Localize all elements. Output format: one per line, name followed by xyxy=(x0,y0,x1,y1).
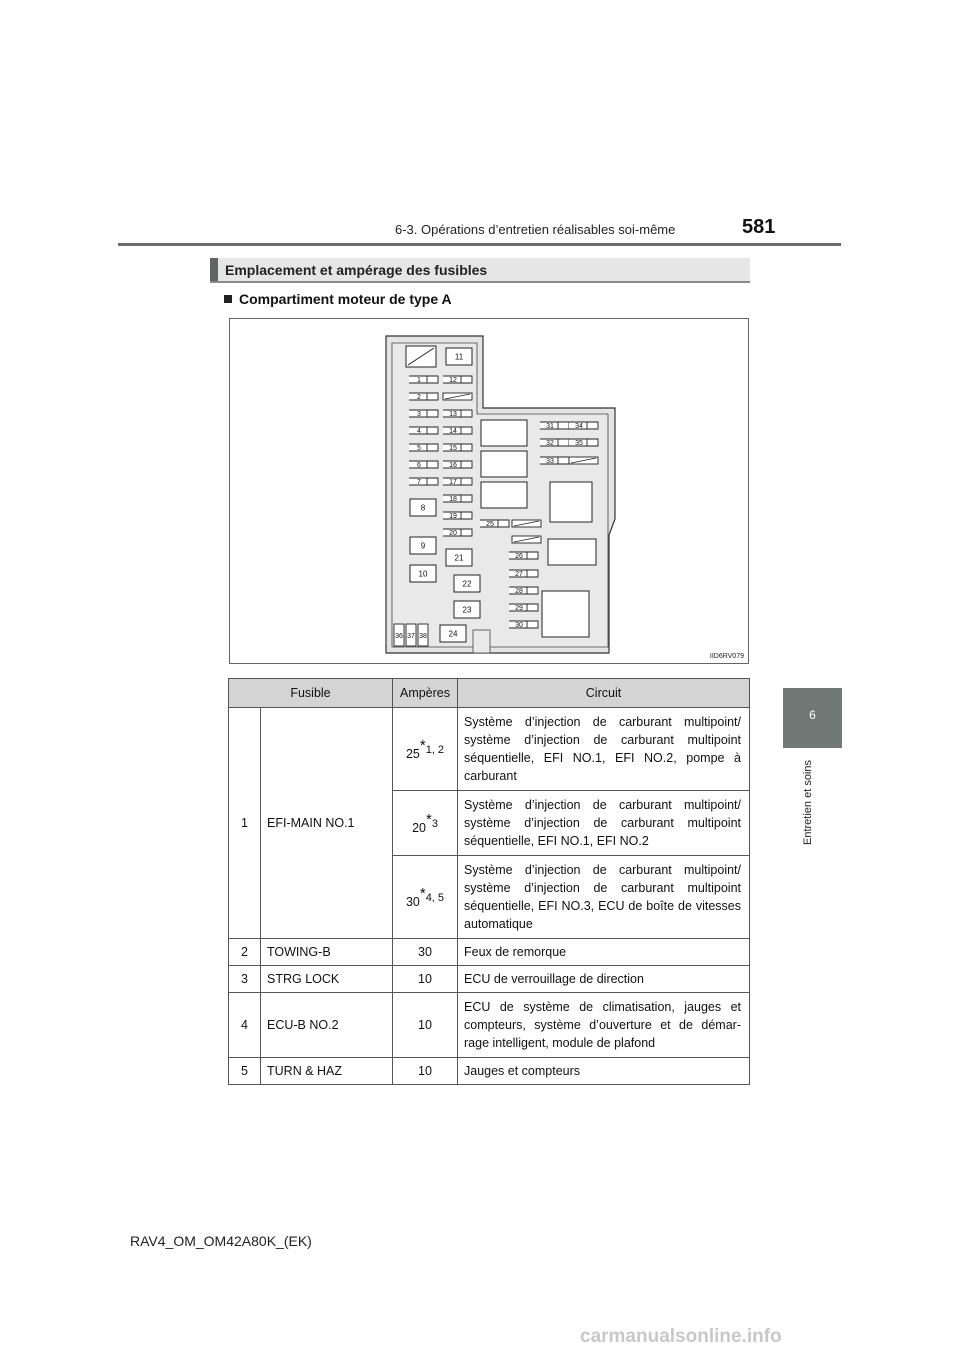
fuse-label: 24 xyxy=(448,629,458,639)
section-title: Emplacement et ampérage des fusibles xyxy=(225,262,488,278)
fuse-label: 5 xyxy=(417,445,421,452)
fuse-label: 31 xyxy=(546,423,554,430)
footnote-ref: 1, 2 xyxy=(425,743,445,756)
table-row xyxy=(229,708,750,791)
fuse-30 xyxy=(509,621,538,629)
fuse-amps: 30 xyxy=(393,939,458,966)
table-row xyxy=(229,1058,750,1085)
fuse-label: 13 xyxy=(449,411,457,418)
amp-value: 20 xyxy=(412,821,426,836)
fuse-9 xyxy=(410,537,436,554)
fuse-circuit: ECU de verrouillage de direction xyxy=(458,966,750,993)
fuse-circuit: Système d’injection de carburant multipoint/ système d’injection de carburant multipoint séquentielle, EFI NO.3, ECU de boîte de vitesses automatique xyxy=(458,856,750,939)
fuse-label: 2 xyxy=(417,394,421,401)
fuse-27 xyxy=(509,570,538,578)
fuse-label: 32 xyxy=(546,440,554,447)
fuse-label: 6 xyxy=(417,462,421,469)
fuse-4 xyxy=(409,427,438,435)
fuse-label: 34 xyxy=(575,423,583,430)
fuse-box-diagram xyxy=(230,319,748,663)
fuse-table xyxy=(228,678,750,1085)
fuse-label: 8 xyxy=(420,503,426,513)
relay-block-2 xyxy=(481,451,527,477)
fuse-10 xyxy=(410,565,436,582)
fuse-label: 23 xyxy=(462,605,472,615)
header-rule xyxy=(118,243,841,246)
fuse-6 xyxy=(409,461,438,469)
fuse-name: EFI-MAIN NO.1 xyxy=(261,708,393,939)
fuse-label: 17 xyxy=(449,479,457,486)
fuse-18 xyxy=(443,495,472,503)
fuse-label: 37 xyxy=(407,633,415,640)
fuse-34 xyxy=(569,422,598,430)
section-title-bar xyxy=(210,258,750,283)
fuse-21 xyxy=(446,549,472,566)
fuse-8 xyxy=(410,499,436,516)
fuse-name: ECU-B NO.2 xyxy=(261,993,393,1058)
fuse-label: 15 xyxy=(449,445,457,452)
fuse-37 xyxy=(406,624,416,646)
relay-block-1 xyxy=(481,420,527,446)
table-row xyxy=(229,993,750,1058)
fuse-circuit: Système d’injection de carburant multipoint/ système d’injection de carburant multipoint séquentielle, EFI NO.1, EFI NO.2 xyxy=(458,791,750,856)
fuse-5 xyxy=(409,444,438,452)
fuse-15 xyxy=(443,444,472,452)
fuse-label: 26 xyxy=(515,553,523,560)
fuse-label: 28 xyxy=(515,588,523,595)
fuse-label: 27 xyxy=(515,571,523,578)
fuse-12 xyxy=(443,376,472,384)
fuse-circuit: Feux de remorque xyxy=(458,939,750,966)
fuse-amps: 10 xyxy=(393,966,458,993)
fuse-17 xyxy=(443,478,472,486)
fuse-label: 33 xyxy=(546,458,554,465)
fuse-amps: 10 xyxy=(393,993,458,1058)
fuse-label: 35 xyxy=(575,440,583,447)
footnote-ref: 4, 5 xyxy=(425,891,445,904)
fuse-label: 36 xyxy=(395,633,403,640)
fuse-label: 21 xyxy=(454,553,464,563)
fuse-25 xyxy=(480,520,509,528)
table-row xyxy=(229,939,750,966)
page-number: 581 xyxy=(742,216,776,238)
fuse-38 xyxy=(418,624,428,646)
fuse-16 xyxy=(443,461,472,469)
footnote-star: * xyxy=(419,884,426,902)
fuse-33 xyxy=(540,457,569,465)
fuse-circuit: Système d’injection de carburant multipoint/ système d’injection de carburant multipoint séquentielle, EFI NO.1, EFI NO.2, pompe à carburant xyxy=(458,708,750,791)
section-title-accent xyxy=(210,258,218,281)
fuse-28 xyxy=(509,587,538,595)
fuse-label: 29 xyxy=(515,605,523,612)
fuse-circuit: ECU de système de climatisation, jauges et compteurs, système d’ouverture et de démar-rage intelligent, module de plafond xyxy=(458,993,750,1058)
fuse-label: 38 xyxy=(419,633,427,640)
fuse-label: 11 xyxy=(454,352,464,362)
fuse-number: 3 xyxy=(229,966,261,993)
relay-block-4 xyxy=(550,482,592,522)
header-amps: Ampères xyxy=(393,679,458,708)
fuse-label: 18 xyxy=(449,496,457,503)
fuse-amps xyxy=(393,708,458,791)
fuse-number: 4 xyxy=(229,993,261,1058)
fuse-13 xyxy=(443,410,472,418)
fuse-label: 3 xyxy=(417,411,421,418)
chapter-label-text: Entretien et soins xyxy=(802,760,814,845)
fuse-label: 16 xyxy=(449,462,457,469)
fuse-label: 9 xyxy=(420,541,426,551)
amp-value: 30 xyxy=(405,895,420,910)
relay-block-5 xyxy=(548,539,596,565)
fuse-1 xyxy=(409,376,438,384)
watermark: carmanualsonline.info xyxy=(580,1326,782,1347)
fuse-label: 7 xyxy=(417,479,421,486)
running-header-section: 6-3. Opérations d’entretien réalisables soi-même xyxy=(395,222,676,237)
relay-block-6 xyxy=(542,591,589,637)
fuse-label: 10 xyxy=(418,569,428,579)
fuse-29 xyxy=(509,604,538,612)
header-circuit: Circuit xyxy=(458,679,750,708)
fuse-name: STRG LOCK xyxy=(261,966,393,993)
chapter-label xyxy=(800,760,820,870)
fuse-label: 25 xyxy=(486,521,494,528)
fuse-36 xyxy=(394,624,404,646)
fuse-label: 19 xyxy=(449,513,457,520)
fuse-11 xyxy=(446,348,472,365)
fuse-7 xyxy=(409,478,438,486)
fuse-amps xyxy=(393,856,458,939)
fuse-14 xyxy=(443,427,472,435)
fuse-box-notch xyxy=(473,630,490,653)
relay-block-3 xyxy=(481,482,527,508)
footnote-ref: 3 xyxy=(431,817,438,830)
fuse-number: 5 xyxy=(229,1058,261,1085)
fuse-label: 1 xyxy=(417,377,421,384)
subheading xyxy=(224,291,452,307)
fuse-amps xyxy=(393,791,458,856)
fuse-label: 4 xyxy=(417,428,421,435)
fuse-number: 2 xyxy=(229,939,261,966)
footnote-star: * xyxy=(425,810,432,828)
header-fuse: Fusible xyxy=(229,679,393,708)
amp-value: 25 xyxy=(405,747,420,762)
fuse-22 xyxy=(454,575,480,592)
fuse-24 xyxy=(440,625,466,642)
footnote-star: * xyxy=(419,736,426,754)
fuse-name: TOWING-B xyxy=(261,939,393,966)
fuse-23 xyxy=(454,601,480,618)
fuse-31 xyxy=(540,422,569,430)
fuse-amps: 10 xyxy=(393,1058,458,1085)
document-code-footer: RAV4_OM_OM42A80K_(EK) xyxy=(130,1233,312,1249)
fuse-circuit: Jauges et compteurs xyxy=(458,1058,750,1085)
fuse-19 xyxy=(443,512,472,520)
fuse-name: TURN & HAZ xyxy=(261,1058,393,1085)
table-row xyxy=(229,966,750,993)
fuse-label: 20 xyxy=(449,530,457,537)
fuse-3 xyxy=(409,410,438,418)
chapter-number: 6 xyxy=(809,708,816,722)
fuse-26 xyxy=(509,552,538,560)
fuse-label: 12 xyxy=(449,377,457,384)
fuse-20 xyxy=(443,529,472,537)
square-bullet-icon xyxy=(224,295,232,303)
fuse-35 xyxy=(569,439,598,447)
fuse-number: 1 xyxy=(229,708,261,939)
figure-code: IID6RV079 xyxy=(709,653,744,660)
fuse-label: 30 xyxy=(515,622,523,629)
fuse-label: 22 xyxy=(462,579,472,589)
chapter-tab xyxy=(783,688,842,748)
fuse-box-figure xyxy=(229,318,749,664)
subheading-text: Compartiment moteur de type A xyxy=(239,291,452,307)
fuse-32 xyxy=(540,439,569,447)
table-header-row xyxy=(229,679,750,708)
fuse-2 xyxy=(409,393,438,401)
fuse-label: 14 xyxy=(449,428,457,435)
